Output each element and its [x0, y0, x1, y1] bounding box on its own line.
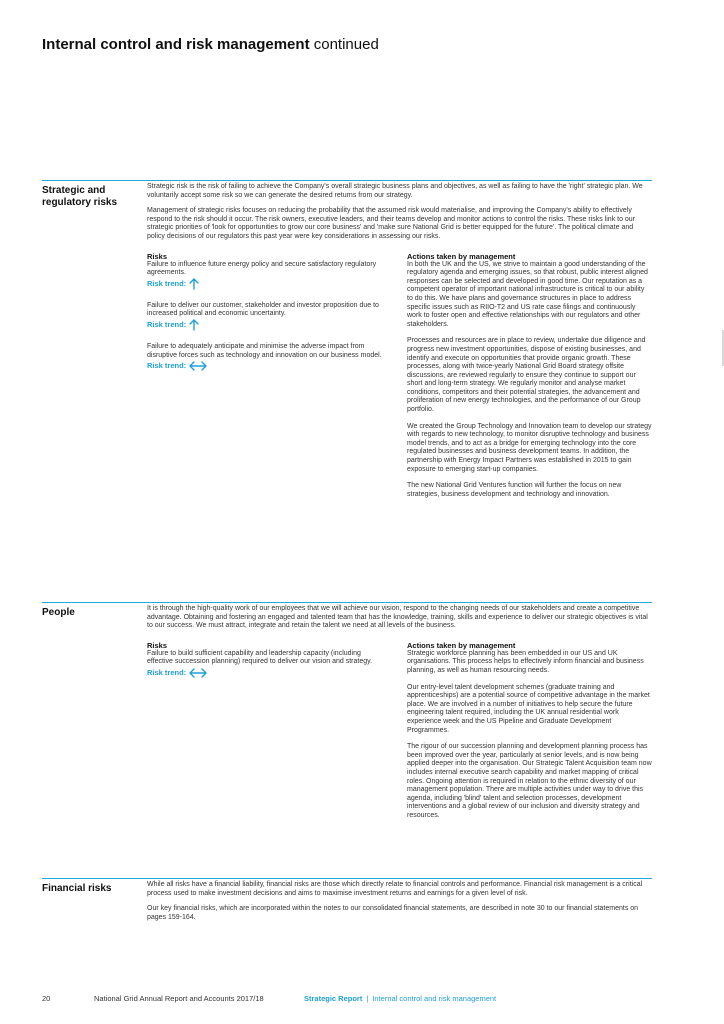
arrow-up-icon — [189, 278, 199, 290]
risks-column — [147, 641, 387, 679]
risk-action-columns — [147, 252, 652, 582]
intro-paragraph: It is through the high-quality work of our employees that we will achieve our vision, respond to the changing needs of our stakeholders and create a competitive advantage. Obtaining and fostering an engaged and talented team that has the knowledge, training, skills and experience to deliver our strategic objectives is vital to our success. We must attract, integrate and retain the talent we need at all levels of the business. — [147, 605, 648, 630]
action-paragraph: We created the Group Technology and Innovation team to develop our strategy with regards to new technology, to monitor disruptive technology and business model trends, and to act as a bridge for emerging technology into the core regulated businesses and business development teams. In addition, the partnership with Energy Impact Partners was established in 2015 to gain exposure to emerging start-up companies. — [407, 422, 652, 473]
arrow-left-right-icon — [189, 360, 207, 372]
risk-trend-label: Risk trend: — [147, 361, 187, 371]
footer-separator: | — [366, 994, 369, 1003]
risk-action-columns — [147, 641, 652, 861]
section-people — [42, 602, 652, 819]
action-paragraph: Our entry-level talent development schemes (graduate training and apprenticeships) are a potential source of competitive advantage in the market place. We are involved in a number of initiatives to help secure the future engineering talent required, including the UK annual residential work experience week and the US Pipeline and Graduate Development Programmes. — [407, 683, 650, 734]
section-label: Strategic and regulatory risks — [42, 185, 118, 208]
section-strategic-regulatory — [42, 180, 652, 498]
risk-item — [147, 650, 387, 679]
footer-section-link[interactable]: Strategic Report — [304, 994, 363, 1003]
risk-item — [147, 302, 387, 331]
actions-column — [407, 641, 652, 821]
risk-item — [147, 343, 387, 372]
risk-trend-label: Risk trend: — [147, 319, 187, 329]
risk-trend-label: Risk trend: — [147, 278, 187, 288]
risk-trend-label: Risk trend: — [147, 667, 187, 677]
page-title — [42, 36, 379, 53]
action-paragraph: Processes and resources are in place to review, undertake due diligence and progress new investment opportunities, dispose of existing businesses, and identify and execute on opportunities that provide organic growth. These processes, along with twice-yearly National Grid Board strategy offsite discussions, are reviewed regularly to ensure they continue to support our short and long-term strategy. We regularly monitor and analyse market conditions, competitors and their potential strategies, the advancement and proliferation of new energy technologies, and the performance of our Group portfolio. — [407, 337, 646, 414]
action-paragraph: In both the UK and the US, we strive to maintain a good understanding of the regulatory agenda and emerging issues, so that robust, public interest aligned responses can be selected and developed in good time. Our reputation as a competent operator of important national infrastructure is critical to our ability to do this. We have plans and governance structures in place to address specific issues such as RIIO-T2 and US rate case filings and continuously work to foster open and effective relationships with our regulators and other stakeholders. — [407, 260, 648, 328]
intro-paragraph: While all risks have a financial liability, financial risks are those which directly relate to financial controls and performance. Financial risk management is a critical process used to make investment decisions and aims to maximise investment returns and earnings for a given level of risk. — [147, 881, 643, 897]
risks-column — [147, 252, 387, 373]
action-paragraph: The rigour of our succession planning and development planning process has been improved over the year, particularly at senior levels, and is now being applied deeper into the organisation. Our Strategic Talent Acquisition team now includes internal executive search capability and market mapping of critical roles. Ongoing attention is required in relation to the ethnic diversity of our management population. There are multiple activities under way to drive this agenda, including 'blind' talent and selection processes, development interventions and a global review of our inclusion and diversity strategy and resources. — [407, 743, 652, 819]
section-body — [147, 605, 652, 861]
section-label: Financial risks — [42, 883, 112, 894]
actions-column — [407, 252, 652, 500]
section-body — [147, 183, 652, 582]
actions-heading: Actions taken by management — [407, 640, 516, 650]
risk-trend — [147, 319, 387, 331]
risk-trend — [147, 667, 387, 679]
footer-topic-link[interactable]: Internal control and risk management — [372, 994, 497, 1003]
section-label: People — [42, 607, 75, 618]
risks-heading: Risks — [147, 640, 168, 650]
section-body — [147, 881, 652, 922]
risks-heading: Risks — [147, 251, 168, 261]
risk-trend — [147, 278, 387, 290]
intro-paragraph: Strategic risk is the risk of failing to achieve the Company's overall strategic business plans and objectives, as well as failing to have the 'right' strategic plan. We voluntarily accept some risk so we can generate the desired returns from our strategy. — [147, 183, 643, 199]
report-name: National Grid Annual Report and Accounts 2017/18 — [94, 994, 264, 1003]
page-footer — [42, 994, 496, 1003]
risk-text: Failure to adequately anticipate and minimise the adverse impact from disruptive forces such as technology and innovation on our business model. — [147, 342, 382, 359]
arrow-up-icon — [189, 319, 199, 331]
risk-item — [147, 261, 387, 290]
risk-trend — [147, 360, 387, 372]
page-title-main: Internal control and risk management — [42, 36, 310, 53]
page-title-suffix: continued — [313, 36, 379, 53]
section-financial — [42, 878, 652, 921]
arrow-left-right-icon — [189, 667, 207, 679]
risk-text: Failure to deliver our customer, stakeholder and investor proposition due to increased political and economic uncertainty. — [147, 301, 379, 318]
action-paragraph: The new National Grid Ventures function will further the focus on new strategies, business development and technology and innovation. — [407, 482, 622, 498]
page-number: 20 — [42, 994, 51, 1003]
risk-text: Failure to build sufficient capability and leadership capacity (including effective succession planning) required to deliver our vision and strategy. — [147, 649, 373, 666]
intro-paragraph: Management of strategic risks focuses on reducing the probability that the assumed risk would materialise, and improving the Company's ability to effectively respond to the risk should it occur. The risk owners, executive leaders, and their teams develop and monitor actions to control the risks. These risks link to our strategic priorities of 'look for opportunities to grow our core business' and 'make sure National Grid is better equipped for the future'. The political climate and policy decisions of our regulators this past year were key considerations in assessing our risks. — [147, 207, 636, 240]
actions-heading: Actions taken by management — [407, 251, 516, 261]
action-paragraph: Strategic workforce planning has been embedded in our US and UK organisations. This process helps to effectively inform financial and business planning, as well as human resourcing needs. — [407, 649, 644, 674]
risk-text: Failure to influence future energy policy and secure satisfactory regulatory agreements. — [147, 260, 377, 277]
intro-paragraph: Our key financial risks, which are incorporated within the notes to our consolidated financial statements, are described in note 30 to our financial statements on pages 159-164. — [147, 905, 639, 921]
